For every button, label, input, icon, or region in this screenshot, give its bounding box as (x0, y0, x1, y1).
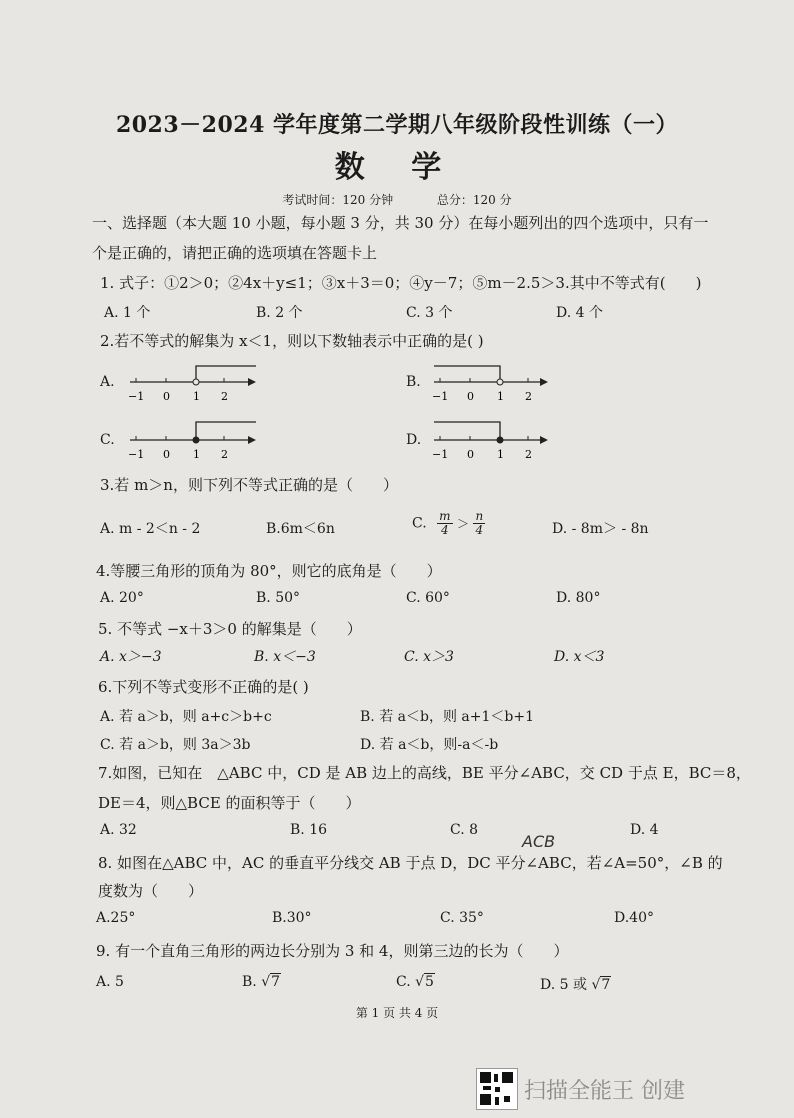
q3-option-c (412, 510, 485, 537)
q9-option-b (242, 974, 281, 990)
tick-label: 0 (467, 448, 474, 461)
q8-option-a: A.25° (96, 910, 136, 926)
tick-label: 1 (193, 390, 200, 403)
q8-option-d: D.40° (614, 910, 654, 926)
fraction-m-over-4: $\frac{m}{4}$ (439, 509, 451, 537)
tick-label: −1 (432, 390, 449, 403)
q6-option-c: C. 若 a＞b，则 3a＞3b (100, 737, 251, 753)
tick-label: 2 (221, 390, 228, 403)
q3-option-b: B.6m＜6n (266, 521, 335, 537)
exam-info (0, 191, 794, 208)
tick-label: 0 (163, 448, 170, 461)
exam-title: 2023－2024 学年度第二学期八年级阶段性训练（一） (115, 112, 679, 138)
q4-option-b: B. 50° (256, 590, 301, 606)
question-4: 4.等腰三角形的顶角为 80°，则它的底角是（ ） (96, 562, 442, 580)
sqrt-5: √5 (415, 974, 434, 990)
question-3: 3.若 m＞n，则下列不等式正确的是（ ） (100, 476, 398, 494)
question-7-line1: 7.如图，已知在 △ABC 中，CD 是 AB 边上的高线，BE 平分∠ABC，交 CD 于点 E，BC＝8， (98, 764, 751, 782)
tick-label: 2 (525, 448, 532, 461)
q1-option-a: A. 1 个 (104, 305, 151, 321)
handwritten-correction: ACB (522, 832, 556, 851)
question-7-line2: DE＝4，则△BCE 的面积等于（ ） (98, 794, 361, 812)
q9-option-a: A. 5 (96, 974, 124, 990)
q9-option-d-label: D. 5 或 (540, 977, 587, 993)
q2-number-line-d (428, 418, 568, 464)
exam-total-score: 总分：120 分 (436, 193, 512, 207)
q6-option-b: B. 若 a＜b，则 a+1＜b+1 (360, 709, 534, 725)
q9-option-c-label: C. (396, 974, 411, 990)
question-6: 6.下列不等式变形不正确的是( ) (98, 678, 309, 696)
qr-code-icon (476, 1068, 518, 1110)
q5-option-b: B. x＜−3 (254, 649, 316, 665)
tick-label: 2 (221, 448, 228, 461)
q8-option-c: C. 35° (440, 910, 484, 926)
q3-option-a: A. m - 2＜n - 2 (100, 521, 201, 537)
q6-option-d: D. 若 a＜b，则-a＜-b (360, 737, 499, 753)
tick-label: −1 (432, 448, 449, 461)
q7-option-b: B. 16 (290, 822, 328, 838)
q9-option-c (396, 974, 435, 990)
q5-option-a: A. x＞−3 (100, 649, 162, 665)
q1-option-b: B. 2 个 (256, 305, 303, 321)
question-9: 9. 有一个直角三角形的两边长分别为 3 和 4，则第三边的长为（ ） (96, 942, 569, 960)
scanner-watermark: 扫描全能王 创建 (524, 1079, 685, 1104)
exam-time: 考试时间：120 分钟 (282, 193, 394, 207)
tick-label: 1 (497, 390, 504, 403)
question-1: 1. 式子：①2＞0；②4x＋y≤1；③x＋3＝0；④y－7；⑤m－2.5＞3.其中不等式有( ) (100, 274, 702, 292)
tick-label: 1 (193, 448, 200, 461)
q9-option-b-label: B. (242, 974, 257, 990)
q2-number-line-b (428, 360, 568, 406)
section-instructions-line2: 个是正确的，请把正确的选项填在答题卡上 (92, 244, 378, 262)
q7-option-c: C. 8 (450, 822, 479, 838)
q2-option-a: A. (100, 374, 115, 390)
q6-option-a: A. 若 a＞b，则 a+c＞b+c (100, 709, 272, 725)
tick-label: −1 (128, 390, 145, 403)
q4-option-c: C. 60° (406, 590, 450, 606)
greater-than-sign: ＞ (456, 517, 469, 531)
q9-option-d (540, 974, 611, 994)
q3-option-d: D. - 8m＞ - 8n (552, 521, 649, 537)
q2-number-line-a (124, 360, 264, 406)
question-2: 2.若不等式的解集为 x＜1，则以下数轴表示中正确的是( ) (100, 332, 484, 350)
q4-option-a: A. 20° (100, 590, 144, 606)
q8-option-b: B.30° (272, 910, 312, 926)
tick-label: 1 (497, 448, 504, 461)
page-footer: 第 1 页 共 4 页 (355, 1006, 439, 1020)
tick-label: 0 (467, 390, 474, 403)
q2-option-b: B. (406, 374, 421, 390)
sqrt-7: √7 (261, 974, 281, 990)
q7-option-d: D. 4 (630, 822, 659, 838)
tick-label: −1 (128, 448, 145, 461)
section-instructions-line1: 一、选择题（本大题 10 小题，每小题 3 分，共 30 分）在每小题列出的四个选项中，只有一 (92, 214, 709, 232)
q1-option-d: D. 4 个 (556, 305, 603, 321)
q2-option-d: D. (406, 432, 422, 448)
q7-option-a: A. 32 (100, 822, 137, 838)
fraction-n-over-4: $\frac{n}{4}$ (475, 509, 484, 537)
tick-label: 0 (163, 390, 170, 403)
q2-option-c: C. (100, 432, 115, 448)
q5-option-c: C. x＞3 (404, 649, 454, 665)
tick-label: 2 (525, 390, 532, 403)
sqrt-7: √7 (591, 977, 611, 993)
q3-option-c-label: C. (412, 515, 427, 532)
q4-option-d: D. 80° (556, 590, 601, 606)
question-5: 5. 不等式 −x＋3＞0 的解集是（ ） (98, 620, 362, 638)
q2-number-line-c (124, 418, 264, 464)
q5-option-d: D. x＜3 (554, 649, 605, 665)
exam-subject: 数 学 (334, 150, 460, 185)
question-8-line2: 度数为（ ） (98, 882, 204, 900)
question-8-line1: 8. 如图在△ABC 中，AC 的垂直平分线交 AB 于点 D，DC 平分∠ABC，若∠A=50°，∠B 的 (98, 854, 723, 872)
q1-option-c: C. 3 个 (406, 305, 453, 321)
